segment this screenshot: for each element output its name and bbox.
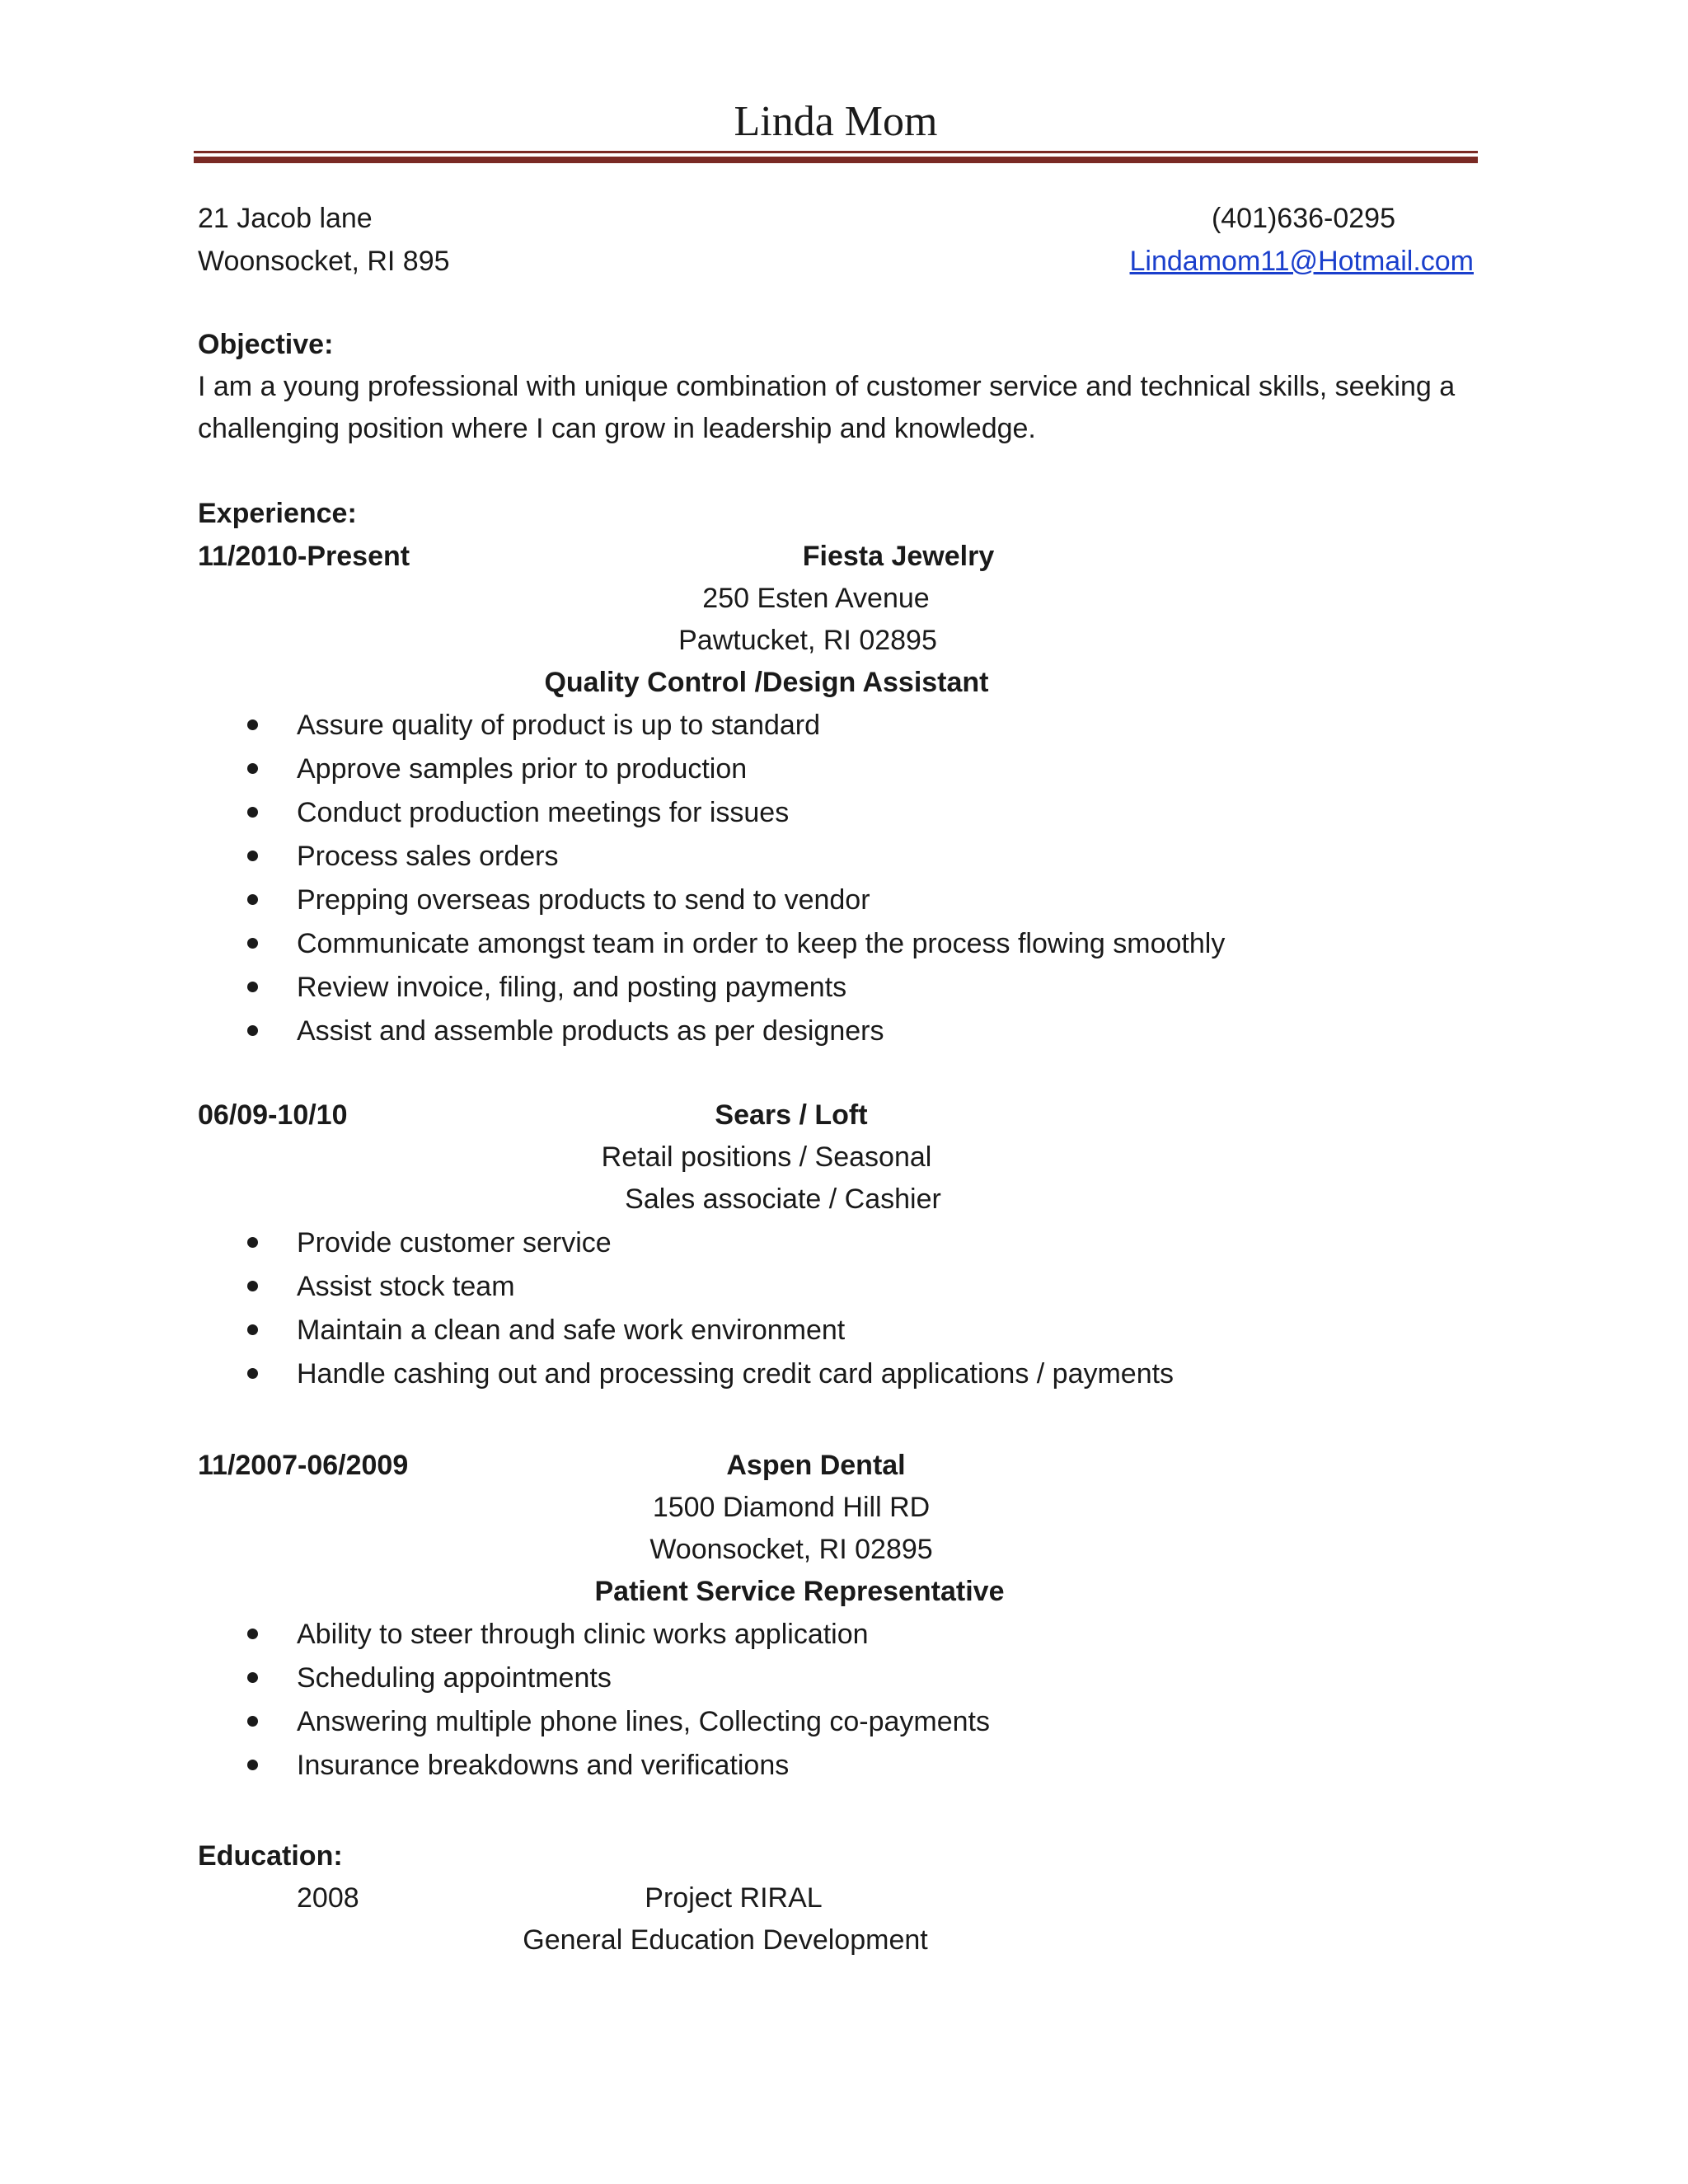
list-item: Review invoice, filing, and posting payments bbox=[247, 971, 1225, 1004]
job-3-title: Patient Service Representative bbox=[594, 1576, 1005, 1607]
bullet-icon bbox=[247, 982, 258, 992]
list-item: Answering multiple phone lines, Collecting co-payments bbox=[247, 1705, 990, 1738]
job-1-dates: 11/2010-Present bbox=[198, 541, 410, 572]
address-line-2: Woonsocket, RI 895 bbox=[198, 246, 450, 277]
phone-number: (401)636-0295 bbox=[1211, 203, 1395, 234]
bullet-icon bbox=[247, 763, 258, 774]
bullet-icon bbox=[247, 894, 258, 905]
header-rule-thick bbox=[194, 157, 1478, 163]
list-item: Assure quality of product is up to standard bbox=[247, 709, 1225, 742]
job-2-duties bbox=[247, 1226, 1174, 1390]
job-2-line-2: Sales associate / Cashier bbox=[625, 1183, 941, 1215]
job-1-address-line-2: Pawtucket, RI 02895 bbox=[678, 625, 937, 656]
bullet-icon bbox=[247, 1281, 258, 1291]
bullet-icon bbox=[247, 1716, 258, 1727]
bullet-icon bbox=[247, 1237, 258, 1248]
bullet-icon bbox=[247, 1025, 258, 1036]
email-link[interactable]: Lindamom11@Hotmail.com bbox=[1129, 246, 1474, 277]
header-rule-thin bbox=[194, 151, 1478, 153]
job-3-address-line-2: Woonsocket, RI 02895 bbox=[649, 1534, 933, 1565]
objective-text: I am a young professional with unique combination of customer service and technical skills, seeking a challenging position where I can grow in leadership and knowledge. bbox=[198, 371, 1456, 444]
bullet-icon bbox=[247, 851, 258, 861]
bullet-icon bbox=[247, 719, 258, 730]
resume-name: Linda Mom bbox=[734, 98, 938, 145]
bullet-icon bbox=[247, 1760, 258, 1770]
education-degree: General Education Development bbox=[523, 1924, 928, 1956]
list-item: Ability to steer through clinic works application bbox=[247, 1618, 990, 1651]
education-year: 2008 bbox=[297, 1882, 359, 1914]
bullet-icon bbox=[247, 938, 258, 949]
objective-heading: Objective: bbox=[198, 329, 334, 360]
job-2-line-1: Retail positions / Seasonal bbox=[601, 1141, 932, 1173]
list-item: Assist and assemble products as per designers bbox=[247, 1015, 1225, 1047]
job-1-duties bbox=[247, 709, 1225, 1047]
list-item: Approve samples prior to production bbox=[247, 752, 1225, 785]
job-3-duties bbox=[247, 1618, 990, 1782]
list-item: Handle cashing out and processing credit card applications / payments bbox=[247, 1357, 1174, 1390]
experience-heading: Experience: bbox=[198, 498, 357, 529]
list-item: Prepping overseas products to send to vendor bbox=[247, 883, 1225, 916]
job-2-dates: 06/09-10/10 bbox=[198, 1099, 348, 1131]
list-item: Conduct production meetings for issues bbox=[247, 796, 1225, 829]
list-item: Process sales orders bbox=[247, 840, 1225, 873]
job-1-address-line-1: 250 Esten Avenue bbox=[702, 583, 930, 614]
job-3-dates: 11/2007-06/2009 bbox=[198, 1450, 409, 1481]
list-item: Insurance breakdowns and verifications bbox=[247, 1749, 990, 1782]
bullet-icon bbox=[247, 807, 258, 818]
list-item: Communicate amongst team in order to keep the process flowing smoothly bbox=[247, 927, 1225, 960]
job-3-address-line-1: 1500 Diamond Hill RD bbox=[652, 1492, 931, 1523]
education-heading: Education: bbox=[198, 1840, 343, 1872]
education-program: Project RIRAL bbox=[645, 1882, 823, 1914]
bullet-icon bbox=[247, 1629, 258, 1639]
job-3-company: Aspen Dental bbox=[726, 1450, 906, 1481]
list-item: Assist stock team bbox=[247, 1270, 1174, 1303]
job-2-company: Sears / Loft bbox=[715, 1099, 868, 1131]
list-item: Maintain a clean and safe work environment bbox=[247, 1314, 1174, 1347]
address-line-1: 21 Jacob lane bbox=[198, 203, 373, 234]
bullet-icon bbox=[247, 1368, 258, 1379]
list-item: Provide customer service bbox=[247, 1226, 1174, 1259]
bullet-icon bbox=[247, 1672, 258, 1683]
job-1-company: Fiesta Jewelry bbox=[802, 541, 995, 572]
list-item: Scheduling appointments bbox=[247, 1661, 990, 1694]
job-1-title: Quality Control /Design Assistant bbox=[544, 667, 989, 698]
bullet-icon bbox=[247, 1324, 258, 1335]
